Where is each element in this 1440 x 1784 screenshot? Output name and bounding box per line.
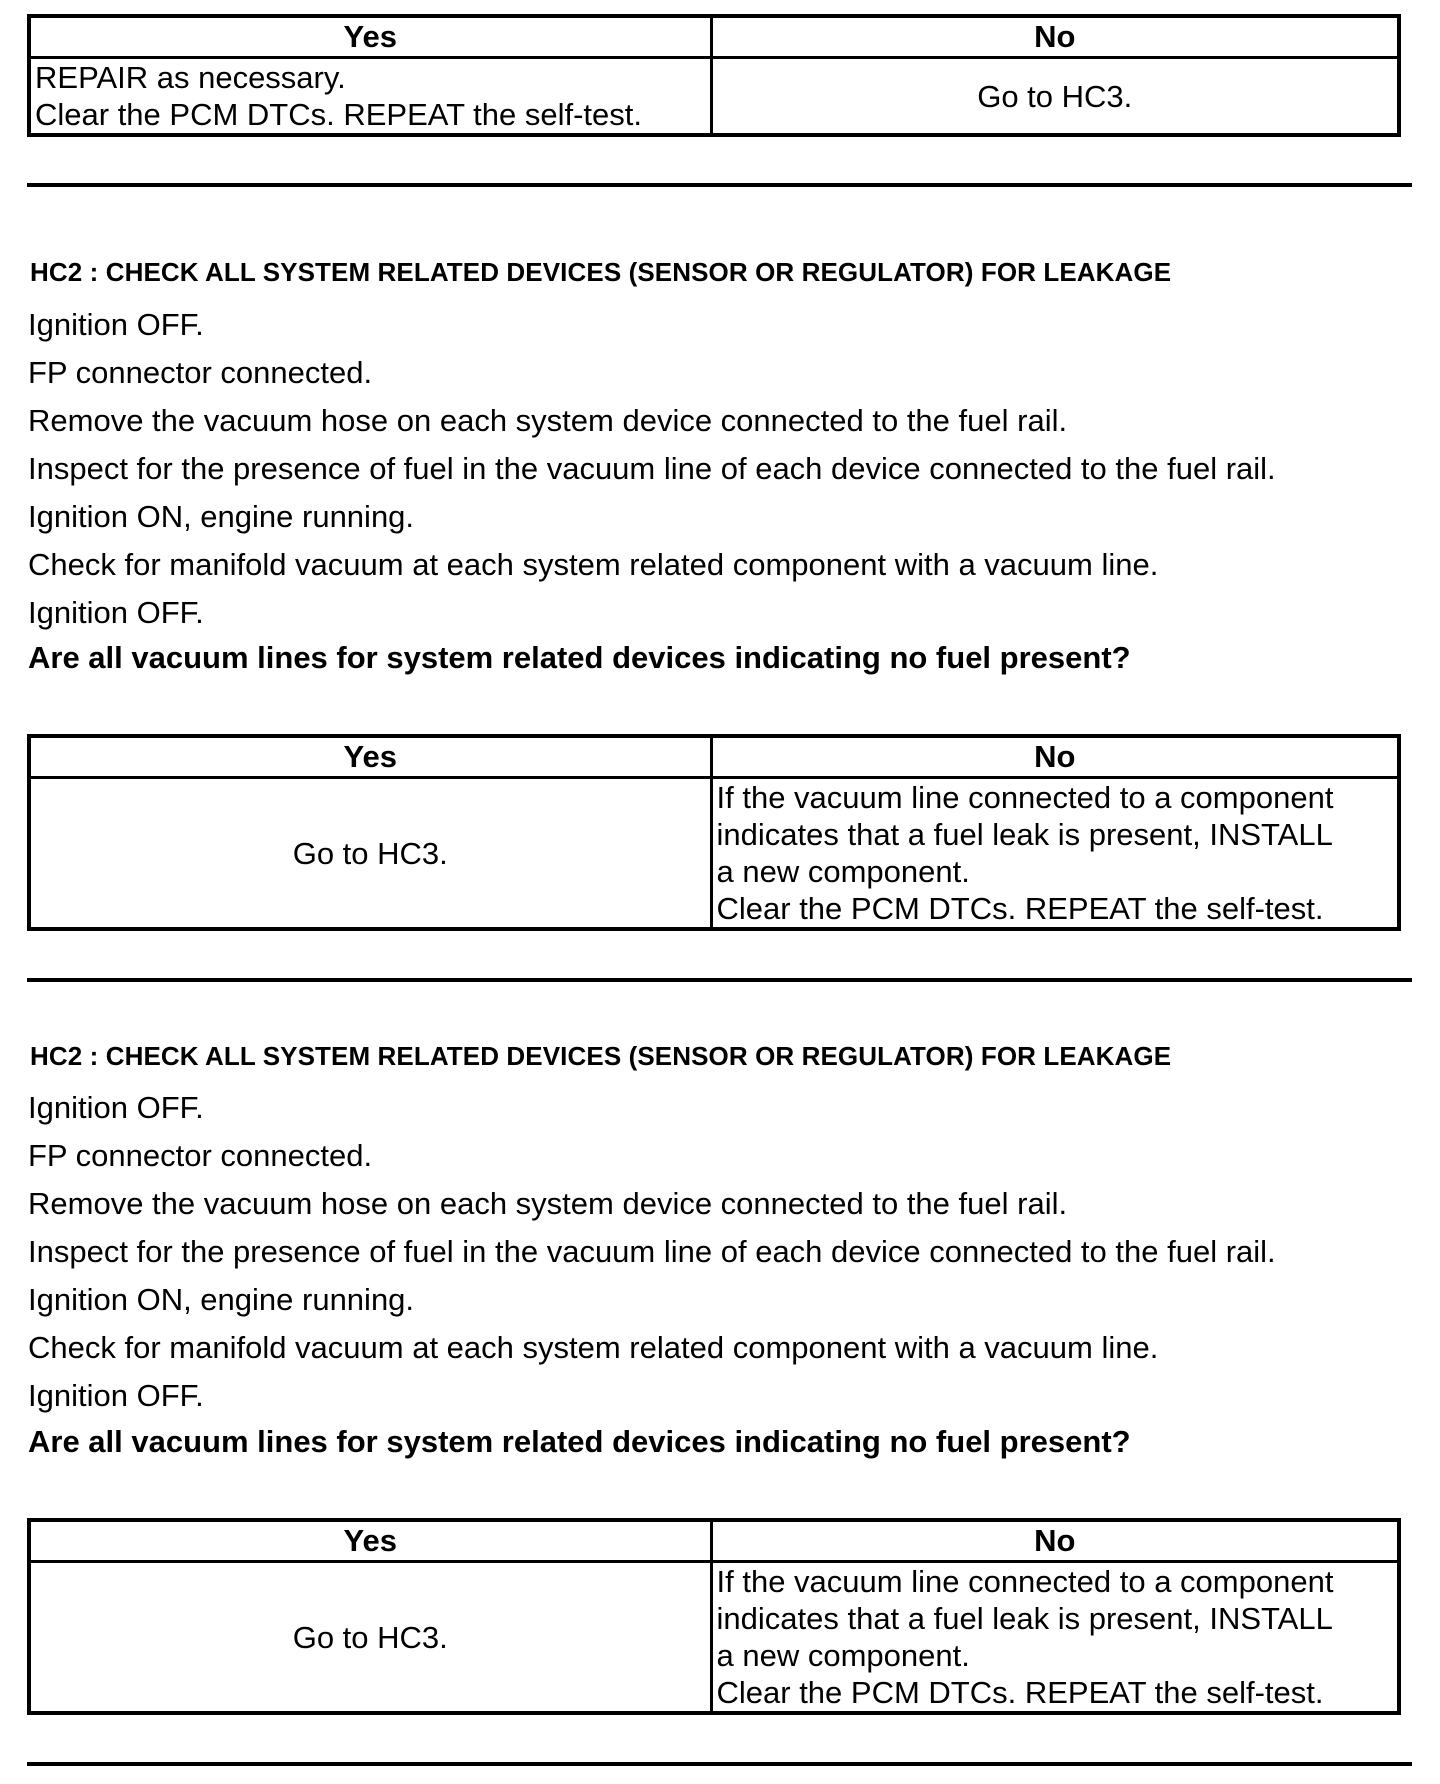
step-item: Check for manifold vacuum at each system related component with a vacuum line. bbox=[28, 547, 1159, 582]
top-decision-table bbox=[27, 14, 1401, 137]
step-question: Are all vacuum lines for system related devices indicating no fuel present? bbox=[28, 1424, 1131, 1459]
step-item: Ignition OFF. bbox=[28, 595, 204, 630]
step-item: Ignition OFF. bbox=[28, 1378, 204, 1413]
step-item: Ignition OFF. bbox=[28, 1090, 204, 1125]
decision-table bbox=[27, 1518, 1401, 1715]
no-header: No bbox=[711, 1520, 1399, 1562]
no-header: No bbox=[711, 16, 1399, 58]
step-item: Inspect for the presence of fuel in the vacuum line of each device connected to the fuel rail. bbox=[28, 1234, 1276, 1269]
step-item: Remove the vacuum hose on each system device connected to the fuel rail. bbox=[28, 403, 1068, 438]
no-cell-line: If the vacuum line connected to a component bbox=[716, 780, 1334, 815]
yes-header: Yes bbox=[29, 16, 711, 58]
decision-table bbox=[27, 734, 1401, 931]
step-list bbox=[28, 1084, 1276, 1420]
step-item: FP connector connected. bbox=[28, 355, 373, 390]
step-heading: HC2 : CHECK ALL SYSTEM RELATED DEVICES (SENSOR OR REGULATOR) FOR LEAKAGE bbox=[30, 257, 1172, 287]
section-divider bbox=[27, 1762, 1412, 1766]
step-heading: HC2 : CHECK ALL SYSTEM RELATED DEVICES (SENSOR OR REGULATOR) FOR LEAKAGE bbox=[30, 1041, 1172, 1071]
yes-cell-line: REPAIR as necessary. bbox=[35, 60, 346, 95]
no-cell-line: Clear the PCM DTCs. REPEAT the self-test. bbox=[716, 1675, 1324, 1710]
section-divider bbox=[27, 978, 1412, 982]
no-cell-line: a new component. bbox=[716, 1638, 970, 1673]
step-item: Inspect for the presence of fuel in the vacuum line of each device connected to the fuel rail. bbox=[28, 451, 1276, 486]
no-cell bbox=[711, 778, 1399, 930]
yes-cell: Go to HC3. bbox=[29, 1562, 711, 1714]
step-item: Ignition ON, engine running. bbox=[28, 1282, 415, 1317]
step-item: Ignition OFF. bbox=[28, 307, 204, 342]
no-cell: Go to HC3. bbox=[711, 58, 1399, 136]
yes-cell-line: Clear the PCM DTCs. REPEAT the self-test. bbox=[35, 97, 642, 132]
no-header: No bbox=[711, 736, 1399, 778]
yes-header: Yes bbox=[29, 736, 711, 778]
no-cell-line: indicates that a fuel leak is present, INSTALL bbox=[716, 1601, 1333, 1636]
step-item: Remove the vacuum hose on each system device connected to the fuel rail. bbox=[28, 1186, 1068, 1221]
step-item: FP connector connected. bbox=[28, 1138, 373, 1173]
step-item: Check for manifold vacuum at each system related component with a vacuum line. bbox=[28, 1330, 1159, 1365]
step-list bbox=[28, 301, 1276, 637]
yes-cell: Go to HC3. bbox=[29, 778, 711, 930]
no-cell-line: Clear the PCM DTCs. REPEAT the self-test. bbox=[716, 891, 1324, 926]
no-cell-line: If the vacuum line connected to a component bbox=[716, 1564, 1334, 1599]
no-cell bbox=[711, 1562, 1399, 1714]
no-cell-line: indicates that a fuel leak is present, INSTALL bbox=[716, 817, 1333, 852]
step-question: Are all vacuum lines for system related devices indicating no fuel present? bbox=[28, 640, 1131, 675]
yes-header: Yes bbox=[29, 1520, 711, 1562]
section-divider bbox=[27, 183, 1412, 187]
no-cell-line: a new component. bbox=[716, 854, 970, 889]
step-item: Ignition ON, engine running. bbox=[28, 499, 415, 534]
yes-cell bbox=[29, 58, 711, 136]
